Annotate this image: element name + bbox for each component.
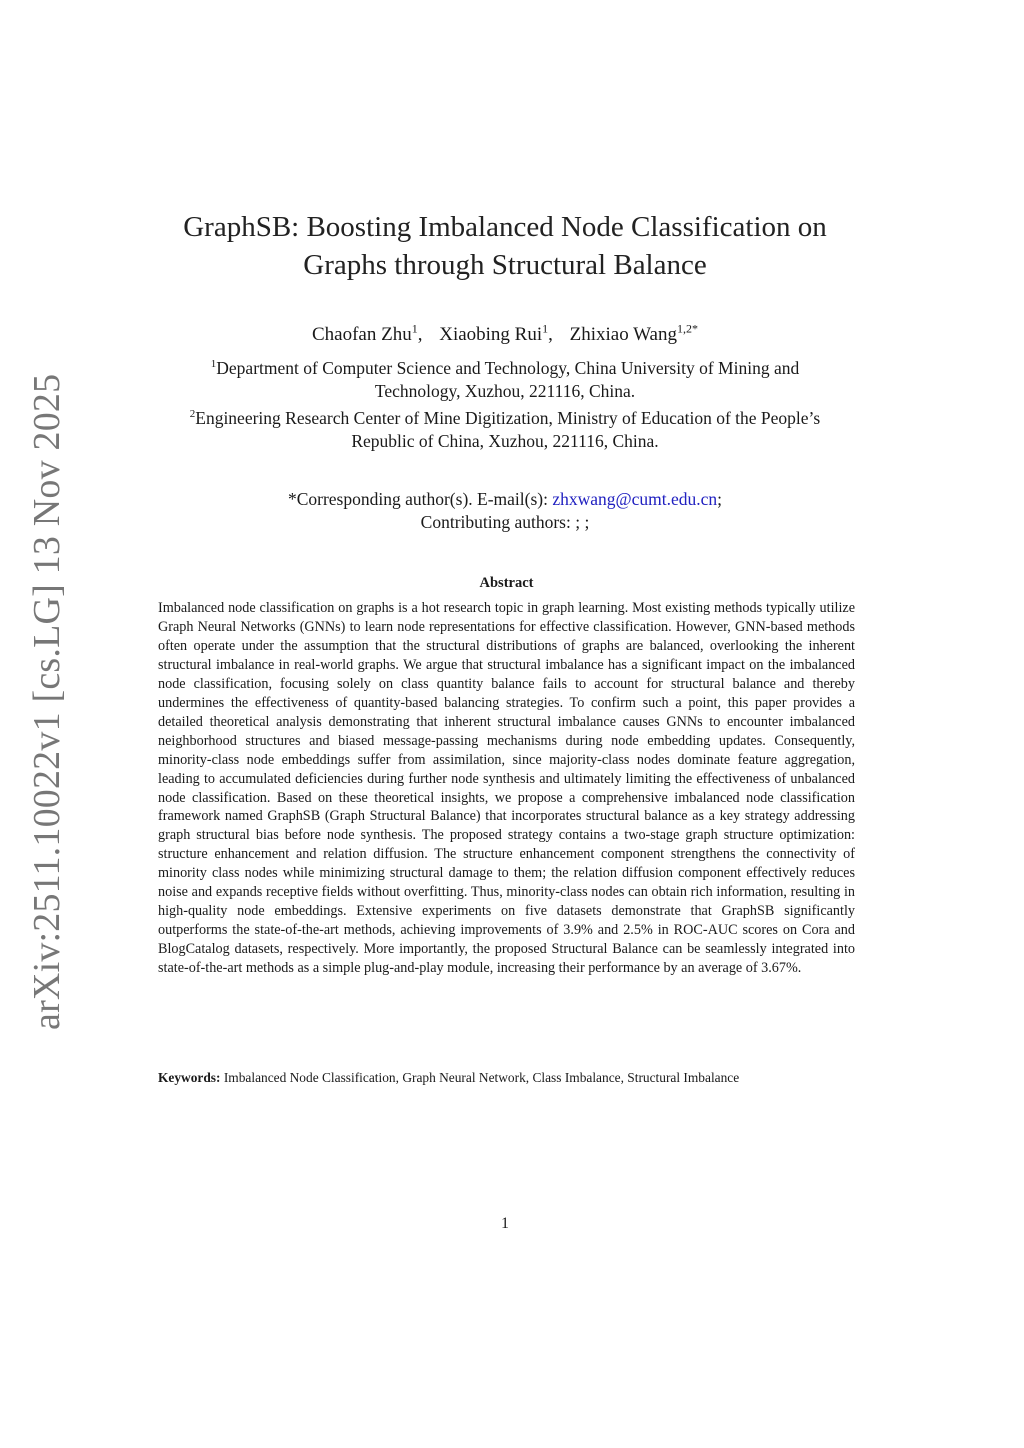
author-affil-sup: 1: [542, 322, 549, 336]
author-affil-sup: 1,2*: [677, 322, 698, 336]
author-separator: ,: [417, 324, 423, 346]
affiliation-2-cont: Republic of China, Xuzhou, 221116, China.: [351, 430, 659, 451]
page-number: 1: [501, 1215, 509, 1232]
contributing-authors: Contributing authors: ; ;: [420, 512, 590, 532]
author-name: Chaofan Zhu: [311, 324, 412, 346]
author-3: [570, 324, 698, 345]
abstract-body: Imbalanced node classification on graphs is a hot research topic in graph learning. Most existing methods typically utilize Graph Neural Networks (GNNs) to learn node representations for effective classification. However, GNN-based methods often operate under the assumption that the structural distributions of graphs are balanced, overlooking the inherent structural imbalance in real-world graphs. We argue that structural imbalance has a significant impact on the imbalanced node classification, focusing solely on class quantity balance fails to account for structural balance and thereby undermines the effectiveness of quantity-based balancing strategies. To confirm such a point, this paper provides a detailed theoretical analysis demonstrating that inherent structural imbalance causes GNNs to encounter imbalanced neighborhood structures and biased message-passing mechanisms during node embedding updates. Consequently, minority-class node embeddings suffer from assimilation, since majority-class nodes dominate feature aggregation, leading to accumulated deficiencies during further node synthesis and ultimately limiting the effectiveness of unbalanced node classification. Based on these theoretical insights, we propose a comprehensive imbalanced node classification framework named GraphSB (Graph Structural Balance) that incorporates structural balance as a key strategy addressing graph structural bias before node synthesis. The proposed strategy contains a two-stage graph structure optimization: structure enhancement and relation diffusion. The structure enhancement component strengthens the connectivity of minority class nodes while minimizing structural damage to them; the relation diffusion component effectively reduces noise and expands receptive fields without overfitting. Thus, minority-class nodes can obtain rich information, resulting in high-quality node embeddings. Extensive experiments on five datasets demonstrate that GraphSB significantly outperforms the state-of-the-art methods, achieving improvements of 3.9% and 2.5% in ROC-AUC scores on Cora and BlogCatalog datasets, respectively. More importantly, the proposed Structural Balance can be seamlessly integrated into state-of-the-art methods as a simple plug-and-play module, increasing their performance by an average of 3.67%.: [158, 600, 855, 977]
affiliation-1: [110, 353, 900, 380]
affiliation-1-cont: Technology, Xuzhou, 221116, China.: [374, 380, 636, 401]
author-affil-sup: 1: [411, 322, 418, 336]
affiliation-2: [110, 403, 900, 430]
title-line-2: Graphs through Structural Balance: [303, 249, 707, 281]
author-1: [312, 324, 422, 345]
affiliations: [110, 353, 900, 453]
correspondence: [110, 488, 900, 534]
author-2: [439, 324, 553, 345]
title-line-1: GraphSB: Boosting Imbalanced Node Classification on: [183, 211, 827, 243]
affiliation-line: Department of Computer Science and Technology, China University of Mining and: [216, 357, 800, 378]
paper-title: [110, 208, 900, 284]
corresponding-prefix: *Corresponding author(s). E-mail(s):: [287, 489, 553, 509]
author-name: Zhixiao Wang: [569, 324, 677, 346]
email-link[interactable]: zhxwang@cumt.edu.cn: [552, 489, 718, 509]
author-name: Xiaobing Rui: [439, 324, 543, 346]
abstract-heading: Abstract: [479, 575, 534, 591]
keywords-label: Keywords:: [158, 1070, 221, 1085]
corresponding-suffix: ;: [717, 489, 723, 509]
author-list: [110, 316, 900, 348]
keywords-text: Imbalanced Node Classification, Graph Neural Network, Class Imbalance, Structural Imbalance: [220, 1070, 740, 1085]
corresponding-author-line: [110, 488, 900, 511]
affiliation-sup: 2: [189, 407, 196, 420]
affiliation-sup: 1: [210, 358, 217, 370]
keywords: [158, 1069, 878, 1087]
author-separator: ,: [548, 324, 553, 346]
affiliation-line: Engineering Research Center of Mine Digitization, Ministry of Education of the People’s: [195, 407, 821, 428]
arxiv-sidebar-stamp: arXiv:2511.10022v1 [cs.LG] 13 Nov 2025: [26, 373, 68, 1030]
